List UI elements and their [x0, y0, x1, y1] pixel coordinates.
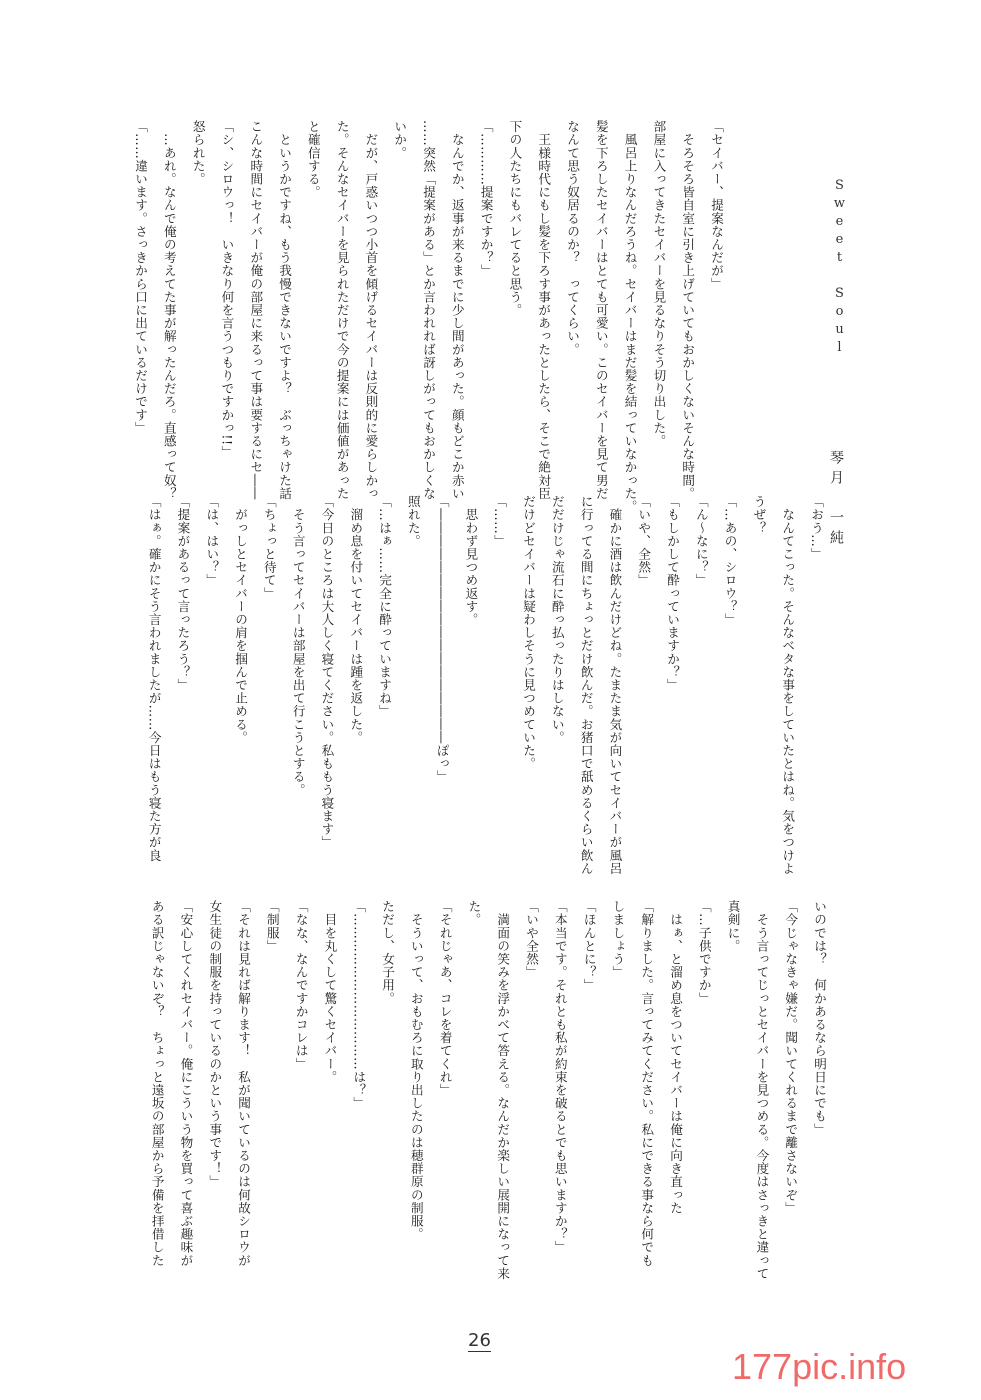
story-title: Sweet Soul: [832, 178, 847, 358]
author-name: 琴月 一純: [828, 450, 844, 550]
text-block-bottom: いのでは？ 何かあるなら明日にでも」 「今じゃなきゃ嫌だ。聞いてくれるまで離さないぞ」 そう言ってじっとセイバーを見つめる。今度はさっきと違って 真剣に。 「…子供ですか」 はぁ、と溜め息をついてセイバーは俺に向き直った 「解りました。言ってみてください。私にできる事なら何でも しましょう」 「ほんとに？」 「本当です。それとも私が約束を破るとでも思いますか？」 「いや全然」 満面の笑みを浮かべて答える。なんだか楽しい展開になって来 た。 「それじゃあ、コレを着てくれ」 そういって、おもむろに取り出したのは穂群原の制服。 ただし、女子用。 「………………………………は？」 目を丸くして驚くセイバー。 「なな、なんですかコレは」 「制服」 「それは見れば解ります！ 私が聞いているのは何故シロウが 女生徒の制服を持っているのかという事です！」 「安心してくれセイバー。俺にこういう物を買って喜ぶ趣味が ある訳じゃないぞ？ ちょっと遠坂の部屋から予備を拝借した: [149, 900, 827, 1280]
page-number: 26: [468, 1330, 491, 1351]
text-block-top: 「セイバー、提案なんだが」 そろそろ皆自室に引き上げていてもおかしくないそんな時間。 部屋に入ってきたセイバーを見るなりそう切り出した。 風呂上りなんだろうね。セイバーはまだ髪を結っていなかった。 髪を下ろしたセイバーはとても可愛い。このセイバーを見て男だ なんて思う奴居るのか？ ってくらい。 王様時代にもし髪を下ろす事があったとしたら、そこで絶対臣 下の人たちにもバレてると思う。 「…………提案ですか？」 なんでか、返事が来るまでに少し間があった。顔もどこか赤い ……突然「提案がある」とか言われれば訝しがってもおかしくな いか。 だが、戸惑いつつ小首を傾げるセイバーは反則的に愛らしかっ た。そんなセイバーを見られただけで今の提案には価値があった と確信する。 というかですね、もう我慢できないですよ？ ぶっちゃけた話 こんな時間にセイバーが俺の部屋に来るって事は要するにセ―― 「シ、シロウっ！ いきなり何を言うつもりですかっ!!」 怒られた。 …あれ。なんで俺の考えてた事が解ったんだろ。直感って奴？ 「……違います。さっきから口に出ているだけです」: [133, 120, 724, 513]
text-block-middle: 「おう…」 なんてこった。そんなベタな事をしていたとはね。気をつけよ うぜ？ 「…あの、シロウ？」 「ん～なに？」 「もしかして酔っていますか？」 「いや、全然」 確かに酒は飲んだけどね。たまたま気が向いてセイバーが風呂 に行ってる間にちょっとだけ飲んだ。お猪口で舐めるくらい飲ん だだけじゃ流石に酔っ払ったりはしない。 だけどセイバーは疑わしそうに見つめていた。 「……」 思わず見つめ返す。 「――――――――――――――――――ぽっ」 照れた。 「…はぁ……完全に酔っていますね」 溜め息を付いてセイバーは踵を返した。 「今日のところは大人しく寝てください。私ももう寝ます」 そう言ってセイバーは部屋を出て行こうとする。 「ちょっと待て」 がっしとセイバーの肩を掴んで止める。 「は、はい？」 「提案があるって言ったろう？」 「はぁ。確かにそう言われましたが……今日はもう寝た方が良: [146, 495, 824, 875]
site-watermark: 177pic.info: [732, 1346, 907, 1387]
